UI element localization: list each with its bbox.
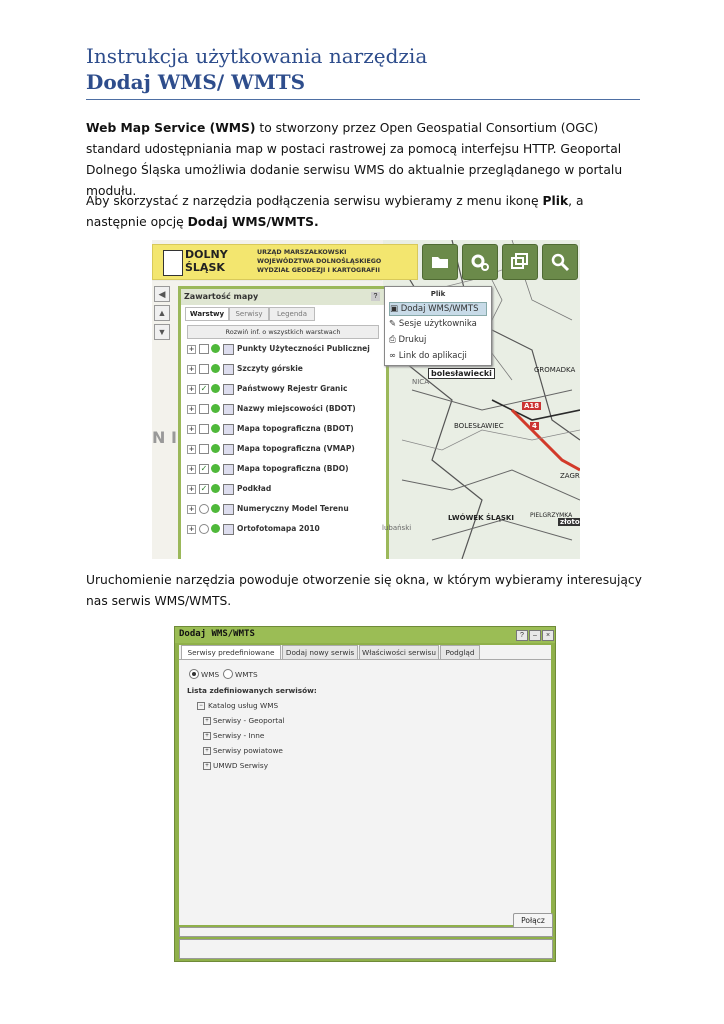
status-dot-icon [211, 344, 220, 353]
tab-service-properties[interactable]: Właściwości serwisu [359, 645, 439, 660]
file-button[interactable] [422, 244, 458, 280]
eagle-emblem-icon [163, 250, 183, 276]
windows-button[interactable] [502, 244, 538, 280]
layer-type-icon [223, 504, 234, 515]
tree-item-umwd[interactable]: UMWD Serwisy [213, 761, 269, 770]
add-wms-icon: ▣ [390, 304, 401, 314]
instruction-text-2: , a następnie opcję [86, 194, 584, 229]
search-button[interactable] [542, 244, 578, 280]
map-label-boleslawiec: BOLESŁAWIEC [454, 422, 504, 430]
menu-item-label: Sesje użytkownika [398, 319, 477, 329]
expand-icon[interactable]: + [188, 345, 195, 353]
menu-item-print[interactable] [389, 334, 426, 346]
layer-label: Ortofotomapa 2010 [237, 524, 320, 533]
status-dot-icon [211, 524, 220, 533]
expand-icon[interactable]: + [188, 445, 195, 453]
layer-row [187, 383, 382, 395]
expand-icon[interactable]: + [188, 425, 195, 433]
map-label-a18: A18 [524, 402, 540, 410]
urzad-line1: URZĄD MARSZAŁKOWSKI [257, 249, 347, 256]
layer-row [187, 483, 382, 495]
layer-row [187, 503, 382, 515]
nav-left-arrow[interactable]: ◀ [154, 286, 170, 302]
layer-label: Mapa topograficzna (BDO) [237, 464, 349, 473]
tree-root-wms-catalog[interactable]: Katalog usług WMS [208, 701, 279, 710]
expand-all-button[interactable]: Rozwiń inf. o wszystkich warstwach [187, 325, 379, 339]
layer-label: Punkty Użyteczności Publicznej [237, 344, 370, 353]
expand-icon[interactable]: + [203, 762, 211, 770]
tree-item-other[interactable]: Serwisy - Inne [213, 731, 265, 740]
layer-checkbox-checked[interactable]: ✓ [200, 464, 208, 473]
layer-type-icon [223, 344, 234, 355]
menu-item-label: Link do aplikacji [398, 351, 467, 361]
layer-row [187, 443, 382, 455]
help-button[interactable]: ? [516, 630, 528, 641]
map-label-lubanski: lubański [382, 524, 412, 532]
menu-item-sessions[interactable] [389, 318, 477, 330]
expand-icon[interactable]: + [188, 465, 195, 473]
tab-predefined-services[interactable]: Serwisy predefiniowane [181, 645, 281, 660]
status-dot-icon [211, 404, 220, 413]
wms-term: Web Map Service (WMS) [86, 121, 256, 135]
urzad-line3: WYDZIAŁ GEODEZJI I KARTOGRAFII [257, 267, 380, 274]
layer-checkbox[interactable] [199, 444, 209, 454]
status-dot-icon [211, 384, 220, 393]
tree-item-county[interactable]: Serwisy powiatowe [213, 746, 283, 755]
menu-item-link[interactable] [389, 350, 467, 362]
map-label-nica: NICA [412, 378, 429, 386]
file-menu [384, 286, 492, 366]
status-bar [179, 927, 553, 937]
layer-radio[interactable] [199, 524, 209, 534]
menu-item-label: Drukuj [398, 335, 427, 345]
tab-legenda[interactable]: Legenda [269, 307, 315, 321]
services-list-label: Lista zdefiniowanych serwisów: [187, 686, 317, 695]
expand-icon[interactable]: + [203, 732, 211, 740]
status-dot-icon [211, 484, 220, 493]
status-dot-icon [211, 364, 220, 373]
layer-row [187, 423, 382, 435]
layer-row [187, 343, 382, 355]
nav-up-arrow[interactable]: ▲ [154, 305, 170, 321]
expand-icon[interactable]: + [188, 505, 195, 513]
title-rule [86, 99, 640, 100]
logo-line2: ŚLĄSK [185, 261, 225, 274]
paragraph-instructions [86, 191, 646, 233]
print-icon: ⎙ [389, 335, 399, 345]
urzad-line2: WOJEWÓDZTWA DOLNOŚLĄSKIEGO [257, 258, 382, 265]
paragraph-window-opens: Uruchomienie narzędzia powoduje otworzenie się okna, w którym wybieramy interesujący nas serwis WMS/WMTS. [86, 573, 642, 608]
layer-label: Nazwy miejscowości (BDOT) [237, 404, 356, 413]
layer-label: Szczyty górskie [237, 364, 303, 373]
tools-button[interactable] [462, 244, 498, 280]
map-contents-panel [178, 286, 389, 559]
expand-icon[interactable]: + [188, 385, 195, 393]
map-label-gromadka: GROMADKA [534, 366, 576, 374]
paragraph-wms-definition [86, 118, 646, 202]
panel-help-button[interactable]: ? [371, 292, 380, 301]
tab-underline [179, 659, 551, 660]
layer-label: Numeryczny Model Terenu [237, 504, 349, 513]
layer-checkbox[interactable] [199, 404, 209, 414]
layer-type-icon [223, 484, 234, 495]
doc-title-line1: Instrukcja użytkowania narzędzia [86, 44, 428, 68]
status-dot-icon [211, 504, 220, 513]
layer-radio[interactable] [199, 504, 209, 514]
layer-checkbox-checked[interactable]: ✓ [200, 384, 208, 393]
instruction-plik: Plik [542, 194, 569, 208]
layer-checkbox[interactable] [199, 424, 209, 434]
sessions-icon: ✎ [389, 319, 399, 329]
minimize-button[interactable]: – [529, 630, 541, 641]
logo-line1: DOLNY [185, 248, 228, 261]
layer-label: Podkład [237, 484, 272, 493]
expand-icon[interactable]: + [188, 525, 195, 533]
menu-item-label: Dodaj WMS/WMTS [400, 304, 479, 314]
expand-icon[interactable]: + [188, 365, 195, 373]
layer-label: Mapa topograficzna (BDOT) [237, 424, 354, 433]
link-icon: ∞ [389, 351, 399, 361]
tab-add-new-service[interactable]: Dodaj nowy serwis [282, 645, 358, 660]
connect-button[interactable]: Połącz [513, 913, 553, 929]
layer-row [187, 463, 382, 475]
tab-warstwy[interactable]: Warstwy [185, 307, 229, 321]
layer-checkbox[interactable] [199, 364, 209, 374]
collapse-icon[interactable]: − [197, 702, 205, 710]
map-label-ni: N I [152, 428, 177, 447]
radio-wms[interactable] [189, 669, 199, 679]
header-banner [152, 244, 418, 280]
radio-wms-label: WMS [201, 670, 220, 679]
nav-down-arrow[interactable]: ▼ [154, 324, 170, 340]
expand-icon[interactable]: + [188, 485, 195, 493]
status-dot-icon [211, 464, 220, 473]
map-label-zagr: ZAGR [560, 472, 580, 480]
doc-title-line2: Dodaj WMS/ WMTS [86, 70, 306, 94]
map-label-pielgrzymka: PIELGRZYMKA [530, 512, 573, 519]
expand-icon[interactable]: + [203, 717, 211, 725]
close-button[interactable]: × [542, 630, 554, 641]
window-title: Dodaj WMS/WMTS [179, 629, 255, 639]
status-dot-icon [211, 444, 220, 453]
layer-type-icon [223, 384, 234, 395]
map-label-lwowek: LWÓWEK ŚLĄSKI [448, 514, 514, 522]
windows-icon [510, 252, 530, 272]
geoportal-screenshot [152, 240, 580, 559]
layer-row [187, 363, 382, 375]
map-label-zloto: złoto [560, 518, 580, 526]
wms-description: to stworzony przez Open Geospatial Consortium (OGC) standard udostępniania map w postaci rastrowej za pomocą interfejsu HTTP. Geoportal Dolnego Śląska umożliwia dodanie serwisu WMS do aktualnie przeglądanego w portalu modułu. [86, 121, 623, 198]
window-titlebar [175, 627, 555, 643]
tab-serwisy[interactable]: Serwisy [229, 307, 269, 321]
window-body [179, 645, 551, 925]
layer-type-icon [223, 444, 234, 455]
preview-bar [179, 939, 553, 959]
tab-preview[interactable]: Podgląd [440, 645, 480, 660]
gears-icon [470, 252, 490, 272]
expand-icon[interactable]: + [188, 405, 195, 413]
layer-type-icon [223, 364, 234, 375]
map-label-boleslawiecki: bolesławiecki [428, 368, 495, 379]
layer-type-icon [223, 464, 234, 475]
layer-row [187, 403, 382, 415]
layer-row [187, 523, 382, 535]
panel-title: Zawartość mapy [181, 289, 386, 305]
radio-wmts[interactable] [223, 669, 233, 679]
layer-checkbox[interactable] [199, 344, 209, 354]
tree-item-geoportal[interactable]: Serwisy - Geoportal [213, 716, 285, 725]
search-icon [550, 252, 570, 272]
layer-checkbox-checked[interactable]: ✓ [200, 484, 208, 493]
folder-icon [430, 252, 450, 272]
instruction-text-1: Aby skorzystać z narzędzia podłączenia serwisu wybieramy z menu ikonę [86, 194, 543, 208]
layer-type-icon [223, 404, 234, 415]
status-dot-icon [211, 424, 220, 433]
file-menu-header: Plik [430, 290, 446, 298]
layer-type-icon [223, 424, 234, 435]
radio-wmts-label: WMTS [235, 670, 258, 679]
menu-item-add-wms[interactable] [389, 302, 487, 316]
add-wms-window [174, 626, 556, 962]
layer-label: Państwowy Rejestr Granic [237, 384, 348, 393]
instruction-dodaj: Dodaj WMS/WMTS. [187, 215, 319, 229]
expand-icon[interactable]: + [203, 747, 211, 755]
dolny-slask-logo [159, 248, 241, 276]
map-label-route-4: 4 [532, 422, 537, 430]
layer-type-icon [223, 524, 234, 535]
layer-label: Mapa topograficzna (VMAP) [237, 444, 355, 453]
